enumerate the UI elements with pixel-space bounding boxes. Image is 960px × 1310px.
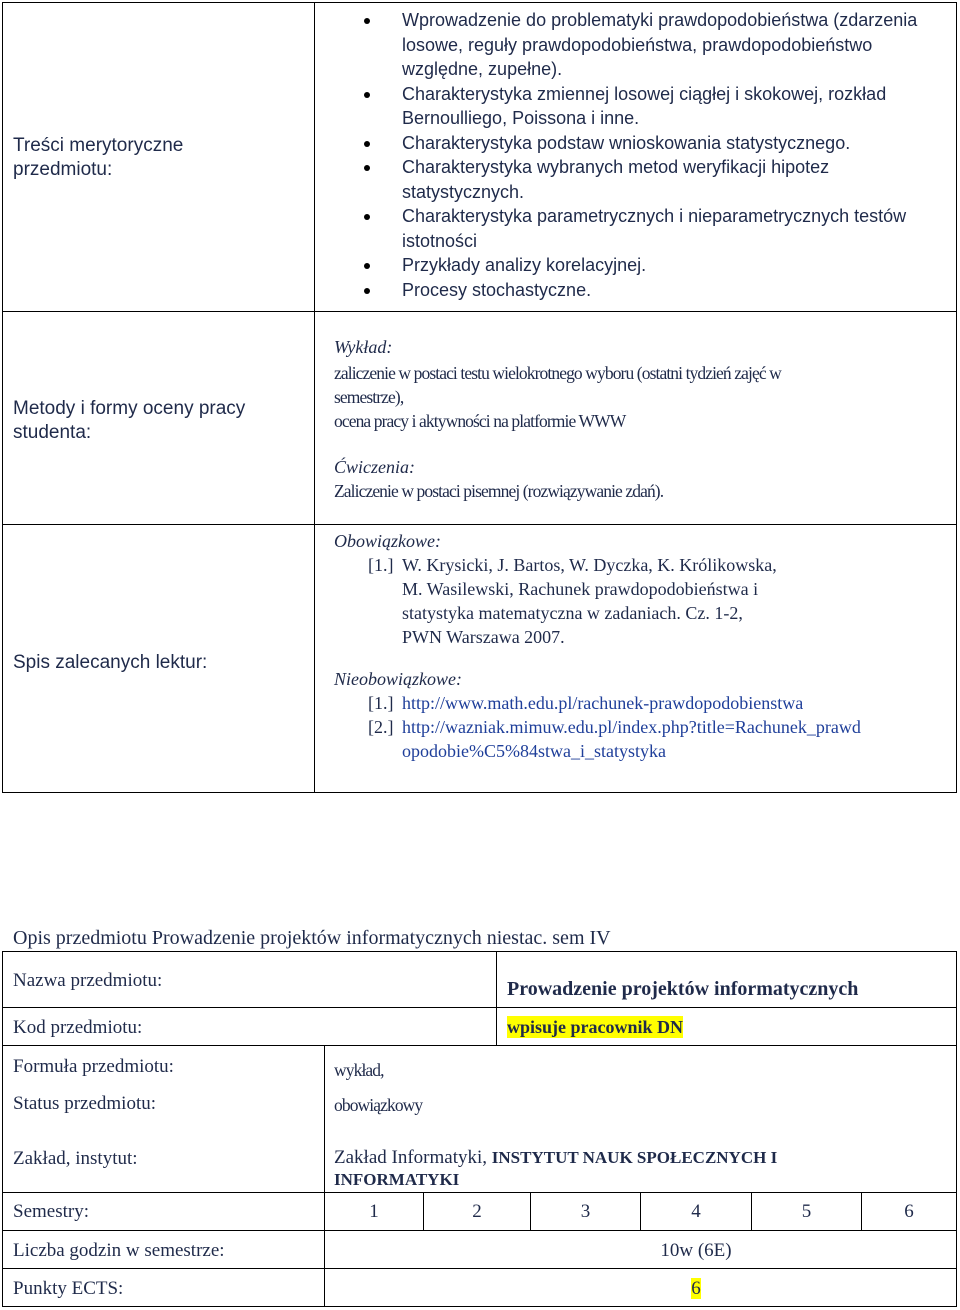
wyklad-line: semestrze), bbox=[334, 387, 404, 407]
lektura-number: [1.] bbox=[368, 555, 394, 575]
zaklad-bold-cont: INFORMATYKI bbox=[334, 1170, 460, 1189]
table-border-left bbox=[2, 951, 3, 1307]
semestr-cell: 4 bbox=[691, 1201, 701, 1222]
bullet-icon bbox=[364, 18, 370, 24]
semestry-label: Semestry: bbox=[13, 1201, 89, 1222]
row-divider bbox=[2, 1045, 957, 1046]
table-border-top bbox=[2, 951, 957, 952]
lektura-line: PWN Warszawa 2007. bbox=[402, 627, 565, 647]
zaklad-bold: INSTYTUT NAUK SPOŁECZNYCH I bbox=[491, 1148, 778, 1167]
wyklad-line: zaliczenie w postaci testu wielokrotnego wyboru (ostatni tydzień zajęć w bbox=[334, 363, 781, 383]
cwiczenia-line: Zaliczenie w postaci pisemnej (rozwiązywanie zdań). bbox=[334, 481, 664, 501]
semestr-cell: 1 bbox=[369, 1201, 379, 1222]
ects-value: 6 bbox=[691, 1278, 701, 1299]
formula-value: wykład, bbox=[334, 1060, 384, 1080]
lektura-line: statystyka matematyczna w zadaniach. Cz. 1-2, bbox=[402, 603, 743, 623]
table-border-top bbox=[2, 2, 957, 3]
metody-content bbox=[334, 335, 944, 503]
godziny-value: 10w (6E) bbox=[660, 1240, 732, 1261]
semestr-cell: 6 bbox=[904, 1201, 914, 1222]
lektury-content bbox=[334, 529, 954, 763]
tresci-list bbox=[334, 8, 944, 302]
ects-cell bbox=[641, 1277, 751, 1301]
bullet-icon bbox=[364, 141, 370, 147]
obowiazkowe-heading: Obowiązkowe: bbox=[334, 531, 441, 551]
lektura-line: W. Krysicki, J. Bartos, W. Dyczka, K. Królikowska, bbox=[402, 555, 777, 575]
godziny-label: Liczba godzin w semestrze: bbox=[13, 1240, 225, 1261]
column-divider bbox=[496, 951, 497, 1046]
lektury-label: Spis zalecanych lektur: bbox=[13, 652, 208, 673]
wyklad-heading: Wykład: bbox=[334, 337, 393, 357]
semestr-cell: 3 bbox=[580, 1201, 591, 1222]
table-border-right bbox=[956, 2, 957, 793]
link-wazniak-cont[interactable]: opodobie%C5%84stwa_i_statystyka bbox=[402, 741, 666, 761]
tresci-label: Treści merytoryczne przedmiotu: bbox=[13, 135, 184, 180]
column-divider bbox=[324, 1045, 325, 1307]
status-label: Status przedmiotu: bbox=[13, 1093, 157, 1114]
kod-label: Kod przedmiotu: bbox=[13, 1017, 143, 1038]
table-border-bottom bbox=[2, 1306, 957, 1307]
table-border-left bbox=[2, 2, 3, 793]
column-divider bbox=[314, 2, 315, 793]
zaklad-label: Zakład, instytut: bbox=[13, 1148, 138, 1169]
cwiczenia-heading: Ćwiczenia: bbox=[334, 457, 415, 477]
row-divider bbox=[2, 1230, 957, 1231]
lektura-number: [2.] bbox=[368, 717, 394, 737]
bullet-icon bbox=[364, 165, 370, 171]
section-title: Opis przedmiotu Prowadzenie projektów informatycznych niestac. sem IV bbox=[13, 927, 611, 949]
status-value: obowiązkowy bbox=[334, 1095, 423, 1115]
bullet-icon bbox=[364, 92, 370, 98]
lektura-item bbox=[334, 715, 954, 763]
list-item: Charakterystyka podstaw wnioskowania statystycznego. bbox=[334, 131, 944, 156]
nazwa-label: Nazwa przedmiotu: bbox=[13, 970, 163, 991]
zaklad-value bbox=[334, 1147, 949, 1191]
table-border-right bbox=[956, 951, 957, 1307]
list-item: Przykłady analizy korelacyjnej. bbox=[334, 253, 944, 278]
lektura-item bbox=[334, 691, 954, 715]
zaklad-plain: Zakład Informatyki, bbox=[334, 1147, 492, 1168]
bullet-icon bbox=[364, 288, 370, 294]
row-divider bbox=[2, 1007, 957, 1008]
row-divider bbox=[2, 1268, 957, 1269]
list-item: Charakterystyka zmiennej losowej ciągłej i skokowej, rozkład Bernoulliego, Poissona i inne. bbox=[334, 82, 944, 131]
link-wazniak[interactable]: http://wazniak.mimuw.edu.pl/index.php?title=Rachunek_prawd bbox=[402, 717, 861, 737]
semestr-cell: 2 bbox=[472, 1201, 482, 1222]
lektura-number: [1.] bbox=[368, 693, 394, 713]
nazwa-value: Prowadzenie projektów informatycznych bbox=[507, 978, 859, 1000]
kod-value: wpisuje pracownik DN bbox=[507, 1017, 684, 1037]
row-divider bbox=[2, 311, 957, 312]
bullet-icon bbox=[364, 263, 370, 269]
bullet-icon bbox=[364, 214, 370, 220]
lektura-item bbox=[334, 553, 954, 649]
semestr-cell: 5 bbox=[801, 1201, 812, 1222]
list-item: Charakterystyka wybranych metod weryfikacji hipotez statystycznych. bbox=[334, 155, 944, 204]
wyklad-line: ocena pracy i aktywności na platformie WWW bbox=[334, 411, 626, 431]
link-math[interactable]: http://www.math.edu.pl/rachunek-prawdopodobienstwa bbox=[402, 693, 804, 713]
list-item: Wprowadzenie do problematyki prawdopodobieństwa (zdarzenia losowe, reguły prawdopodobieństwa, prawdopodobieństwo względne, zupełne). bbox=[334, 8, 944, 82]
metody-label: Metody i formy oceny pracy studenta: bbox=[13, 398, 246, 443]
list-item: Procesy stochastyczne. bbox=[334, 278, 944, 303]
formula-label: Formuła przedmiotu: bbox=[13, 1056, 174, 1077]
table-border-bottom bbox=[2, 792, 957, 793]
row-divider bbox=[2, 524, 957, 525]
list-item: Charakterystyka parametrycznych i nieparametrycznych testów istotności bbox=[334, 204, 944, 253]
nieobowiazkowe-heading: Nieobowiązkowe: bbox=[334, 669, 462, 689]
row-divider bbox=[2, 1192, 957, 1193]
lektura-line: M. Wasilewski, Rachunek prawdopodobieństwa i bbox=[402, 579, 759, 599]
ects-label: Punkty ECTS: bbox=[13, 1278, 124, 1299]
